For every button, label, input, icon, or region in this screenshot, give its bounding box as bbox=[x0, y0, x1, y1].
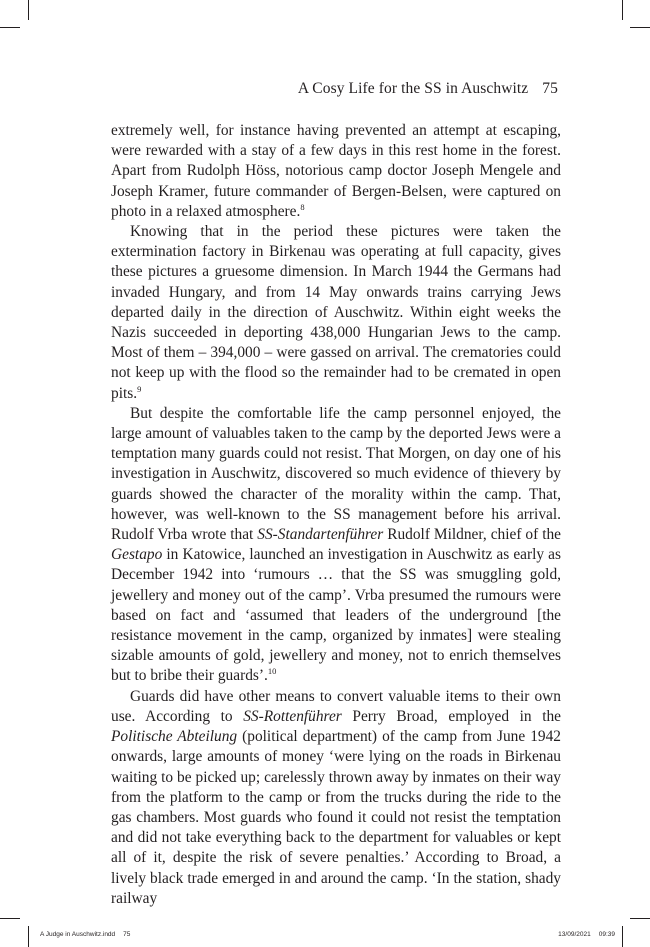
slug-time: 09:39 bbox=[598, 931, 615, 938]
crop-mark-top-left-vertical bbox=[28, 0, 29, 20]
text-run: Guards did have other means to convert valuable items to their own use. According to bbox=[111, 687, 561, 725]
italic-term: Politische Abteilung bbox=[111, 728, 238, 746]
footnote-ref: 8 bbox=[300, 201, 305, 212]
footnote-ref: 9 bbox=[137, 383, 142, 394]
crop-mark-bottom-right-vertical bbox=[622, 926, 623, 947]
text-run: Knowing that in the period these pictures were taken the extermination factory in Birkenau was operating at full capacity, gives these pictures a gruesome dimension. In March 1944 the Germans had invaded Hungary, and from 14 May onwards trains carrying Jews departed daily in the direction of Auschwitz. Within eight weeks the Nazis succeeded in deporting 438,000 Hungarian Jews to the camp. Most of them – 394,000 – were gassed on arrival. The crematories could not keep up with the flood so the remainder had to be cremated in open pits. bbox=[111, 223, 561, 402]
text-run: Perry Broad, employed in the bbox=[341, 707, 561, 725]
body-text bbox=[111, 121, 561, 909]
paragraph bbox=[111, 687, 561, 909]
text-run: (political department) of the camp from June 1942 onwards, large amounts of money ‘were lying on the roads in Birkenau waiting to be picked up; carelessly thrown away by inmates on their way from the platform to the camp or from the trucks during the ride to the gas chambers. Most guards who found it could not resist the temptation and did not take everything back to the department for valuables or kept all of it, despite the risk of severe penalties.’ According to Broad, a lively black trade emerged in and around the camp. ‘In the station, shady railway bbox=[111, 728, 561, 907]
running-head bbox=[298, 80, 558, 98]
slug-page-number: 75 bbox=[123, 931, 131, 938]
slug-file-name: A Judge in Auschwitz.indd bbox=[40, 931, 116, 938]
text-run: extremely well, for instance having prevented an attempt at escaping, were rewarded with a stay of a few days in this rest home in the forest. Apart from Rudolph Höss, notorious camp doctor Joseph Mengele and Joseph Kramer, future commander of Bergen-Belsen, were captured on photo in a relaxed atmosphere. bbox=[111, 122, 561, 220]
crop-mark-bottom-left-horizontal bbox=[0, 918, 20, 919]
slug-timestamp bbox=[558, 931, 615, 938]
italic-term: SS-Rottenführer bbox=[243, 707, 342, 725]
crop-mark-bottom-left-vertical bbox=[28, 926, 29, 947]
slug-file-info bbox=[40, 931, 130, 938]
slug-date: 13/09/2021 bbox=[558, 931, 591, 938]
footnote-ref: 10 bbox=[267, 666, 277, 677]
paragraph bbox=[111, 222, 561, 404]
text-run: Rudolf Mildner, chief of the bbox=[383, 526, 562, 544]
crop-mark-top-right-horizontal bbox=[630, 27, 650, 28]
paragraph bbox=[111, 121, 561, 222]
crop-mark-bottom-right-horizontal bbox=[630, 918, 650, 919]
crop-mark-top-right-vertical bbox=[622, 0, 623, 20]
running-head-title: A Cosy Life for the SS in Auschwitz bbox=[297, 80, 529, 97]
text-run: But despite the comfortable life the camp personnel enjoyed, the large amount of valuables taken to the camp by the deported Jews were a temptation many guards could not resist. That Morgen, on day one of his investigation in Auschwitz, discovered so much evidence of thievery by guards showed the character of the morality within the camp. That, however, was well-known to the SS management before his arrival. Rudolf Vrba wrote that bbox=[111, 404, 561, 544]
italic-term: Gestapo bbox=[111, 546, 163, 564]
crop-mark-top-left-horizontal bbox=[0, 27, 20, 28]
page-number: 75 bbox=[542, 80, 558, 97]
text-run: in Katowice, launched an investigation in Auschwitz as early as December 1942 into ‘rumours … that the SS was smuggling gold, jewellery and money out of the camp’. Vrba presumed the rumours were based on fact and ‘assumed that leaders of the underground [the resistance movement in the camp, organized by inmates] were stealing sizable amounts of gold, jewellery and money, not to enrich themselves but to bribe their guards’. bbox=[111, 546, 561, 685]
paragraph bbox=[111, 404, 561, 687]
italic-term: SS-Standartenführer bbox=[257, 526, 384, 544]
